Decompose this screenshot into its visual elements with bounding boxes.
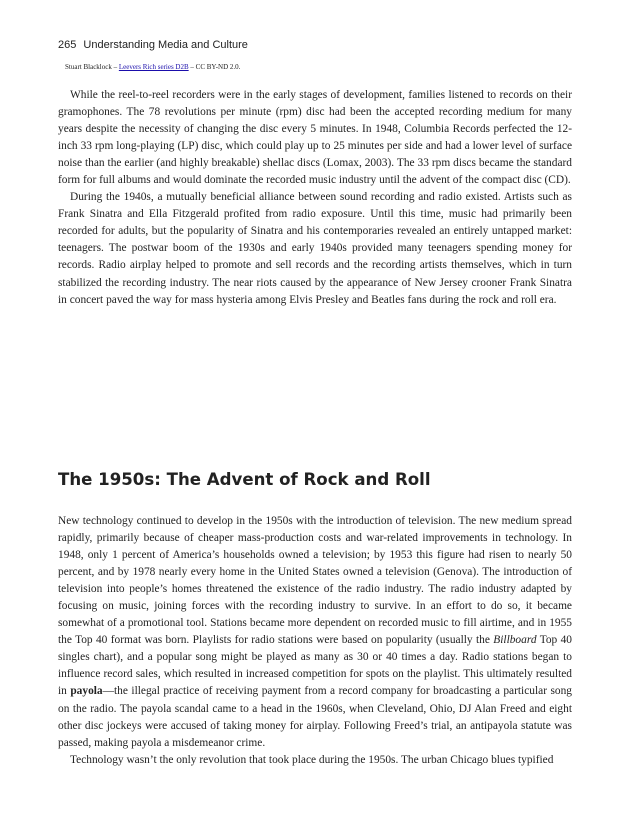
paragraph-television-text-b: Top 40 singles chart), and a popular song might be played as many as 30 or 40 times a day. Radio stations began to influence record sales, which resulted in increased competition for spots on the playlist. This ultimately resulted in xyxy=(58,634,572,698)
paragraph-chicago-blues: Technology wasn’t the only revolution that took place during the 1950s. The urban Chicago blues typified xyxy=(70,753,554,766)
paragraph-television xyxy=(58,513,572,752)
section-two-body xyxy=(58,513,572,769)
paragraph-television-text-a: New technology continued to develop in the 1950s with the introduction of television. The new medium spread rapidly, primarily because of cheaper mass-production costs and war-related improvements in technology. In 1948, only 1 percent of America’s households owned a television; by 1953 this figure had risen to nearly 50 percent, and by 1978 nearly every home in the United States owned a television (Genova). The introduction of television into people’s homes threatened the existence of the radio industry. The radio industry adapted by focusing on music, joining forces with the recording industry to survive. In an effort to do so, it became somewhat of a promotional tool. Stations became more dependent on recorded music to fill airtime, and in 1955 the Top 40 format was born. Playlists for radio stations were based on popularity (usually the xyxy=(58,515,572,647)
section-one-body xyxy=(58,87,572,309)
book-title: Understanding Media and Culture xyxy=(83,39,248,51)
attribution-license: – CC BY-ND 2.0. xyxy=(188,63,241,71)
page-number: 265 xyxy=(58,39,77,51)
image-attribution xyxy=(65,63,240,71)
paragraph-reel-to-reel: While the reel-to-reel recorders were in the early stages of development, families listened to records on their gramophones. The 78 revolutions per minute (rpm) disc had been the accepted recording medium for many years despite the necessity of changing the disc every 5 minutes. In 1948, Columbia Records perfected the 12-inch 33 rpm long-playing (LP) disc, which could play up to 25 minutes per side and had a lower level of surface noise than the earlier (and highly breakable) shellac discs (Lomax, 2003). The 33 rpm discs became the standard form for full albums and would dominate the recorded music industry until the advent of the compact disc (CD). xyxy=(58,89,572,187)
paragraph-television-text-c: —the illegal practice of receiving payment from a record company for broadcasting a particular song on the radio. The payola scandal came to a head in the 1960s, when Cleveland, Ohio, DJ Alan Freed and eight other disc jockeys were accused of taking money for airplay. Following Freed’s trial, an antipayola statute was passed, making payola a misdemeanor crime. xyxy=(58,685,572,749)
running-header xyxy=(58,39,248,51)
billboard-emphasis: Billboard xyxy=(493,634,537,647)
attribution-author: Stuart Blacklock – xyxy=(65,63,119,71)
payola-term: payola xyxy=(70,685,103,698)
paragraph-1940s-radio: During the 1940s, a mutually beneficial alliance between sound recording and radio existed. Artists such as Frank Sinatra and Ella Fitzgerald profited from radio exposure. Until this time, music had primarily been recorded for adults, but the popularity of Sinatra and his contemporaries revealed an entirely untapped market: teenagers. The postwar boom of the 1930s and early 1940s provided many teenagers spending money for records. Radio airplay helped to promote and sell records and the recording artists themselves, which in turn stabilized the recording industry. The near riots caused by the appearance of New Jersey crooner Frank Sinatra in concert paved the way for mass hysteria among Elvis Presley and Beatles fans during the rock and roll era. xyxy=(58,191,572,306)
attribution-link[interactable]: Leevers Rich series D2B xyxy=(118,63,189,71)
section-heading-1950s: The 1950s: The Advent of Rock and Roll xyxy=(58,470,431,489)
